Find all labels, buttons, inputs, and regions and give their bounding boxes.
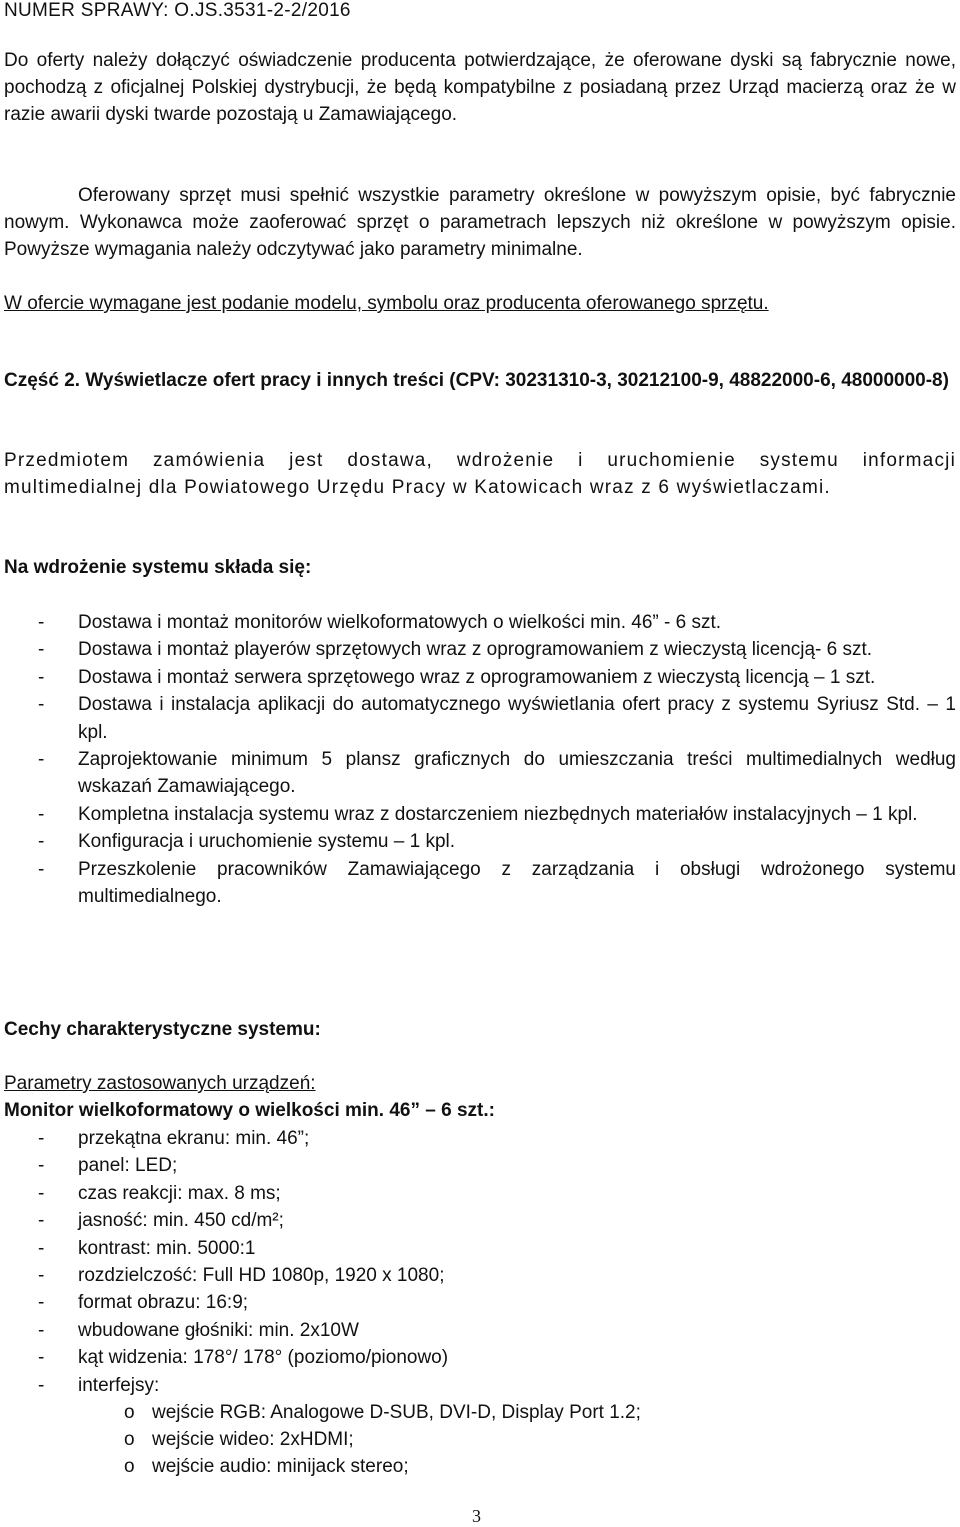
dash-marker: -	[38, 831, 45, 853]
list-item: - przekątna ekranu: min. 46”;	[4, 1125, 956, 1152]
list-item: - jasność: min. 450 cd/m²;	[4, 1207, 956, 1234]
part-2-heading: Część 2. Wyświetlacze ofert pracy i innych treści (CPV: 30231310-3, 30212100-9, 48822000-6, 48000000-8)	[4, 370, 949, 391]
list-item: - panel: LED;	[4, 1152, 956, 1179]
list-item: - kontrast: min. 5000:1	[4, 1235, 956, 1262]
monitor-heading: Monitor wielkoformatowy o wielkości min. 46” – 6 szt.:	[4, 1100, 495, 1121]
dash-marker: -	[38, 1265, 45, 1287]
dash-marker: -	[38, 1374, 45, 1396]
sub-list-item: o wejście RGB: Analogowe D-SUB, DVI-D, Display Port 1.2;	[4, 1399, 956, 1426]
features-heading: Cechy charakterystyczne systemu:	[4, 1019, 321, 1040]
dash-marker: -	[38, 1155, 45, 1177]
list-item: - Dostawa i montaż playerów sprzętowych wraz z oprogramowaniem z wieczystą licencją- 6 szt.	[4, 636, 956, 663]
intro-paragraph-2: Oferowany sprzęt musi spełnić wszystkie parametry określone w powyższym opisie, być fabrycznie nowym. Wykonawca może zaoferować sprzęt o parametrach lepszych niż określone w powyższym opisie. Powyższe wymagania należy odczytywać jako parametry minimalne.	[4, 185, 956, 260]
dash-marker: -	[38, 1237, 45, 1259]
params-heading: Parametry zastosowanych urządzeń:	[4, 1073, 316, 1094]
list-item: - format obrazu: 16:9;	[4, 1289, 956, 1316]
intro-paragraph-1: Do oferty należy dołączyć oświadczenie producenta potwierdzające, że oferowane dyski są fabrycznie nowe, pochodzą z oficjalnej Polskiej dystrybucji, że będą kompatybilne z posiadaną przez Urząd macierzą oraz że w razie awarii dyski twarde pozostają u Zamawiającego.	[4, 50, 956, 125]
dash-marker: -	[38, 858, 45, 880]
dash-marker: -	[38, 1319, 45, 1341]
list-item: - Kompletna instalacja systemu wraz z dostarczeniem niezbędnych materiałów instalacyjnych – 1 kpl.	[4, 801, 956, 828]
list-item: - kąt widzenia: 178°/ 178° (poziomo/pionowo)	[4, 1344, 956, 1371]
dash-marker: -	[38, 1128, 45, 1149]
list-item: - Dostawa i montaż serwera sprzętowego wraz z oprogramowaniem z wieczystą licencją – 1 szt.	[4, 664, 956, 691]
list-item: - rozdzielczość: Full HD 1080p, 1920 x 1080;	[4, 1262, 956, 1289]
dash-marker: -	[38, 749, 45, 771]
dash-marker: -	[38, 694, 45, 716]
list-item: - wbudowane głośniki: min. 2x10W	[4, 1317, 956, 1344]
dash-marker: -	[38, 1182, 45, 1204]
dash-marker: -	[38, 1292, 45, 1314]
list-item: - Dostawa i montaż monitorów wielkoformatowych o wielkości min. 46” - 6 szt.	[4, 609, 956, 636]
dash-marker: -	[38, 1347, 45, 1369]
list-item: - Przeszkolenie pracowników Zamawiającego z zarządzania i obsługi wdrożonego systemu multimedialnego.	[4, 856, 956, 911]
scope-list	[4, 609, 956, 910]
dash-marker: -	[38, 612, 45, 633]
scope-heading: Na wdrożenie systemu składa się:	[4, 557, 312, 578]
bullet-marker: o	[124, 1456, 135, 1478]
bullet-marker: o	[124, 1402, 135, 1424]
part-2-subject: Przedmiotem zamówienia jest dostawa, wdrożenie i uruchomienie systemu informacji multimedialnej dla Powiatowego Urzędu Pracy w Katowicach wraz z 6 wyświetlaczami.	[4, 450, 956, 498]
dash-marker: -	[38, 1210, 45, 1232]
sub-list-item: o wejście audio: minijack stereo;	[4, 1453, 956, 1480]
list-item: - Dostawa i instalacja aplikacji do automatycznego wyświetlania ofert pracy z systemu Syriusz Std. – 1 kpl.	[4, 691, 956, 746]
dash-marker: -	[38, 666, 45, 688]
case-number-header: NUMER SPRAWY: O.JS.3531-2-2/2016	[4, 0, 351, 21]
dash-marker: -	[38, 639, 45, 661]
sub-list-item: o wejście wideo: 2xHDMI;	[4, 1426, 956, 1453]
monitor-spec-list	[4, 1125, 956, 1480]
list-item: - interfejsy:	[4, 1372, 956, 1399]
page-number: 3	[472, 1506, 481, 1526]
intro-underlined-note: W ofercie wymagane jest podanie modelu, symbolu oraz producenta oferowanego sprzętu.	[4, 293, 769, 314]
list-item: - czas reakcji: max. 8 ms;	[4, 1180, 956, 1207]
bullet-marker: o	[124, 1429, 135, 1451]
dash-marker: -	[38, 803, 45, 825]
list-item: - Zaprojektowanie minimum 5 plansz graficznych do umieszczania treści multimedialnych według wskazań Zamawiającego.	[4, 746, 956, 801]
list-item: - Konfiguracja i uruchomienie systemu – 1 kpl.	[4, 828, 956, 855]
